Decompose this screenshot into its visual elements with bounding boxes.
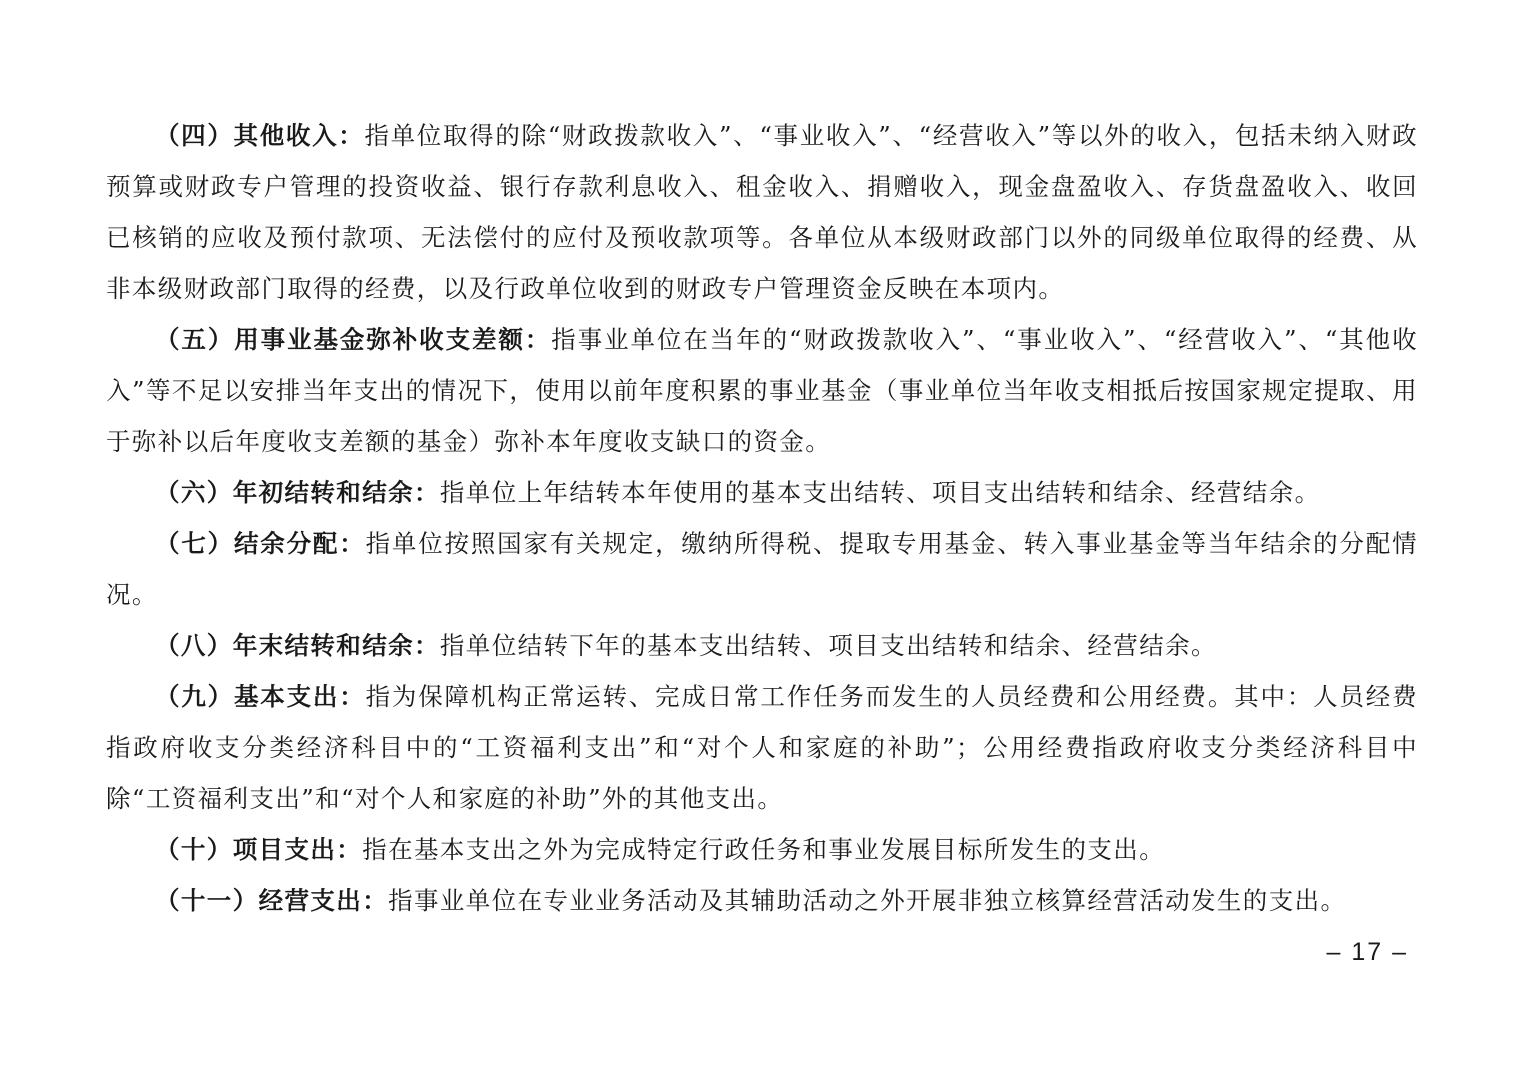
term-basic-expenditure: （九）基本支出：: [155, 682, 366, 711]
paragraph-other-income: [106, 110, 1418, 314]
term-opening-balance: （六）年初结转和结余：: [155, 478, 440, 507]
definition-opening-balance: 指单位上年结转本年使用的基本支出结转、项目支出结转和结余、经营结余。: [439, 478, 1321, 507]
definition-project-expenditure: 指在基本支出之外为完成特定行政任务和事业发展目标所发生的支出。: [362, 835, 1166, 864]
definition-operating-expenditure: 指事业单位在专业业务活动及其辅助活动之外开展非独立核算经营活动发生的支出。: [388, 886, 1347, 915]
term-closing-balance: （八）年末结转和结余：: [155, 631, 440, 660]
paragraph-opening-balance: [106, 467, 1418, 518]
term-operating-expenditure: （十一）经营支出：: [155, 886, 389, 915]
paragraph-closing-balance: [106, 620, 1418, 671]
paragraph-basic-expenditure: [106, 671, 1418, 824]
document-body: [106, 110, 1418, 926]
definition-basic-expenditure: 指为保障机构正常运转、完成日常工作任务而发生的人员经费和公用经费。其中：人员经费指政府收支分类经济科目中的“工资福利支出”和“对个人和家庭的补助”；公用经费指政府收支分类经济科目中除“工资福利支出”和“对个人和家庭的补助”外的其他支出。: [106, 682, 1419, 813]
term-business-fund-offset: （五）用事业基金弥补收支差额：: [155, 325, 552, 354]
term-project-expenditure: （十）项目支出：: [155, 835, 363, 864]
definition-other-income: 指单位取得的除“财政拨款收入”、“事业收入”、“经营收入”等以外的收入，包括未纳入财政预算或财政专户管理的投资收益、银行存款利息收入、租金收入、捐赠收入，现金盘盈收入、存货盘盈收入、收回已核销的应收及预付款项、无法偿付的应付及预收款项等。各单位从本级财政部门以外的同级单位取得的经费、从非本级财政部门取得的经费，以及行政单位收到的财政专户管理资金反映在本项内。: [106, 121, 1418, 303]
paragraph-operating-expenditure: [106, 875, 1418, 926]
page-number: – 17 –: [1326, 938, 1408, 966]
definition-business-fund-offset: 指事业单位在当年的“财政拨款收入”、“事业收入”、“经营收入”、“其他收入”等不足以安排当年支出的情况下，使用以前年度积累的事业基金（事业单位当年收支相抵后按国家规定提取、用于弥补以后年度收支差额的基金）弥补本年度收支缺口的资金。: [106, 325, 1418, 456]
term-other-income: （四）其他收入：: [155, 121, 365, 150]
paragraph-project-expenditure: [106, 824, 1418, 875]
paragraph-business-fund-offset: [106, 314, 1418, 467]
term-surplus-distribution: （七）结余分配：: [155, 529, 366, 558]
definition-closing-balance: 指单位结转下年的基本支出结转、项目支出结转和结余、经营结余。: [439, 631, 1217, 660]
definition-surplus-distribution: 指单位按照国家有关规定，缴纳所得税、提取专用基金、转入事业基金等当年结余的分配情况。: [106, 529, 1419, 609]
paragraph-surplus-distribution: [106, 518, 1418, 620]
